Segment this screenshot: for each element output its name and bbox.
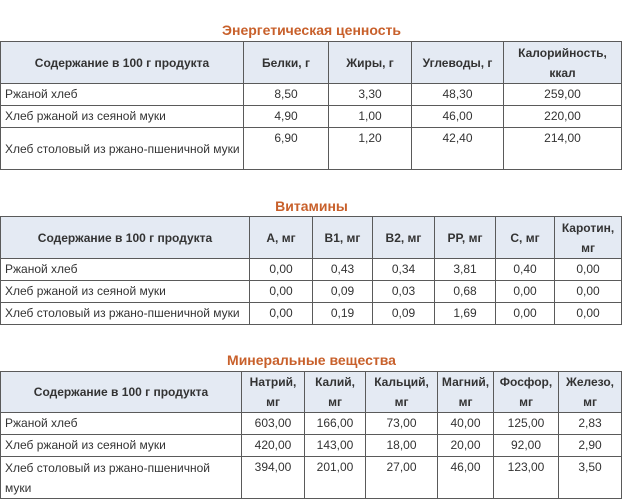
table-cell: 220,00 (504, 106, 622, 128)
vitamins-table (0, 216, 622, 325)
table-cell: 166,00 (305, 413, 366, 435)
table-cell: 3,30 (329, 84, 412, 106)
table-row (1, 413, 622, 435)
table-cell: 0,43 (313, 259, 373, 281)
table-row (1, 457, 622, 499)
product-name: Хлеб ржаной из сеяной муки (1, 106, 244, 128)
column-header: Содержание в 100 г продукта (1, 42, 244, 84)
table-row (1, 84, 622, 106)
table-cell: 48,30 (412, 84, 504, 106)
column-header: Железо, мг (559, 372, 622, 413)
table-cell: 0,00 (496, 303, 555, 325)
table-cell: 42,40 (412, 128, 504, 170)
table-cell: 420,00 (242, 435, 305, 457)
table-cell: 0,00 (250, 281, 313, 303)
table-cell: 394,00 (242, 457, 305, 499)
column-header: С, мг (496, 217, 555, 259)
table-cell: 0,40 (496, 259, 555, 281)
table-cell: 4,90 (244, 106, 329, 128)
table-cell: 46,00 (412, 106, 504, 128)
table-row (1, 106, 622, 128)
column-header: Белки, г (244, 42, 329, 84)
product-name: Хлеб ржаной из сеяной муки (1, 435, 242, 457)
product-name: Ржаной хлеб (1, 413, 242, 435)
product-name: Хлеб столовый из ржано-пшеничной муки (1, 128, 244, 170)
table-cell: 1,20 (329, 128, 412, 170)
table-cell: 46,00 (438, 457, 494, 499)
minerals-table (0, 371, 622, 499)
table-cell: 27,00 (366, 457, 438, 499)
column-header: Магний, мг (438, 372, 494, 413)
table-cell: 3,81 (435, 259, 496, 281)
product-name: Хлеб ржаной из сеяной муки (1, 281, 250, 303)
column-header: В1, мг (313, 217, 373, 259)
table-cell: 0,00 (250, 259, 313, 281)
table-cell: 0,09 (313, 281, 373, 303)
table-cell: 40,00 (438, 413, 494, 435)
table-cell: 143,00 (305, 435, 366, 457)
column-header: Каротин, мг (555, 217, 622, 259)
vitamins-section-title: Витамины (275, 198, 348, 214)
table-cell: 0,03 (373, 281, 435, 303)
energy-section-title: Энергетическая ценность (222, 22, 401, 38)
table-cell: 123,00 (494, 457, 559, 499)
table-cell: 8,50 (244, 84, 329, 106)
table-cell: 73,00 (366, 413, 438, 435)
energy-table (0, 41, 622, 170)
table-cell: 3,50 (559, 457, 622, 499)
table-row (1, 259, 622, 281)
column-header: РР, мг (435, 217, 496, 259)
table-cell: 92,00 (494, 435, 559, 457)
table-cell: 0,19 (313, 303, 373, 325)
table-cell: 2,90 (559, 435, 622, 457)
table-cell: 20,00 (438, 435, 494, 457)
product-name: Хлеб столовый из ржано-пшеничной муки (1, 303, 250, 325)
table-cell: 214,00 (504, 128, 622, 170)
table-cell: 201,00 (305, 457, 366, 499)
table-cell: 18,00 (366, 435, 438, 457)
column-header: Фосфор, мг (494, 372, 559, 413)
table-cell: 0,00 (555, 303, 622, 325)
table-cell: 2,83 (559, 413, 622, 435)
column-header: А, мг (250, 217, 313, 259)
product-name: Ржаной хлеб (1, 259, 250, 281)
column-header: Натрий, мг (242, 372, 305, 413)
table-cell: 603,00 (242, 413, 305, 435)
table-cell: 0,00 (496, 281, 555, 303)
table-header-row (1, 42, 622, 84)
column-header: Содержание в 100 г продукта (1, 217, 250, 259)
product-name: Хлеб столовый из ржано-пшеничной муки (1, 457, 242, 499)
table-cell: 0,00 (555, 281, 622, 303)
table-cell: 0,00 (555, 259, 622, 281)
table-row (1, 281, 622, 303)
column-header: Содержание в 100 г продукта (1, 372, 242, 413)
product-name: Ржаной хлеб (1, 84, 244, 106)
column-header: Кальций, мг (366, 372, 438, 413)
column-header: В2, мг (373, 217, 435, 259)
minerals-section-title: Минеральные вещества (227, 352, 396, 368)
table-cell: 0,09 (373, 303, 435, 325)
table-header-row (1, 217, 622, 259)
table-row (1, 303, 622, 325)
table-header-row (1, 372, 622, 413)
column-header: Калорийность, ккал (504, 42, 622, 84)
table-cell: 125,00 (494, 413, 559, 435)
column-header: Углеводы, г (412, 42, 504, 84)
table-cell: 0,00 (250, 303, 313, 325)
table-cell: 0,68 (435, 281, 496, 303)
table-cell: 259,00 (504, 84, 622, 106)
table-cell: 0,34 (373, 259, 435, 281)
column-header: Калий, мг (305, 372, 366, 413)
table-row (1, 128, 622, 170)
table-cell: 1,00 (329, 106, 412, 128)
table-cell: 6,90 (244, 128, 329, 170)
column-header: Жиры, г (329, 42, 412, 84)
table-row (1, 435, 622, 457)
table-cell: 1,69 (435, 303, 496, 325)
